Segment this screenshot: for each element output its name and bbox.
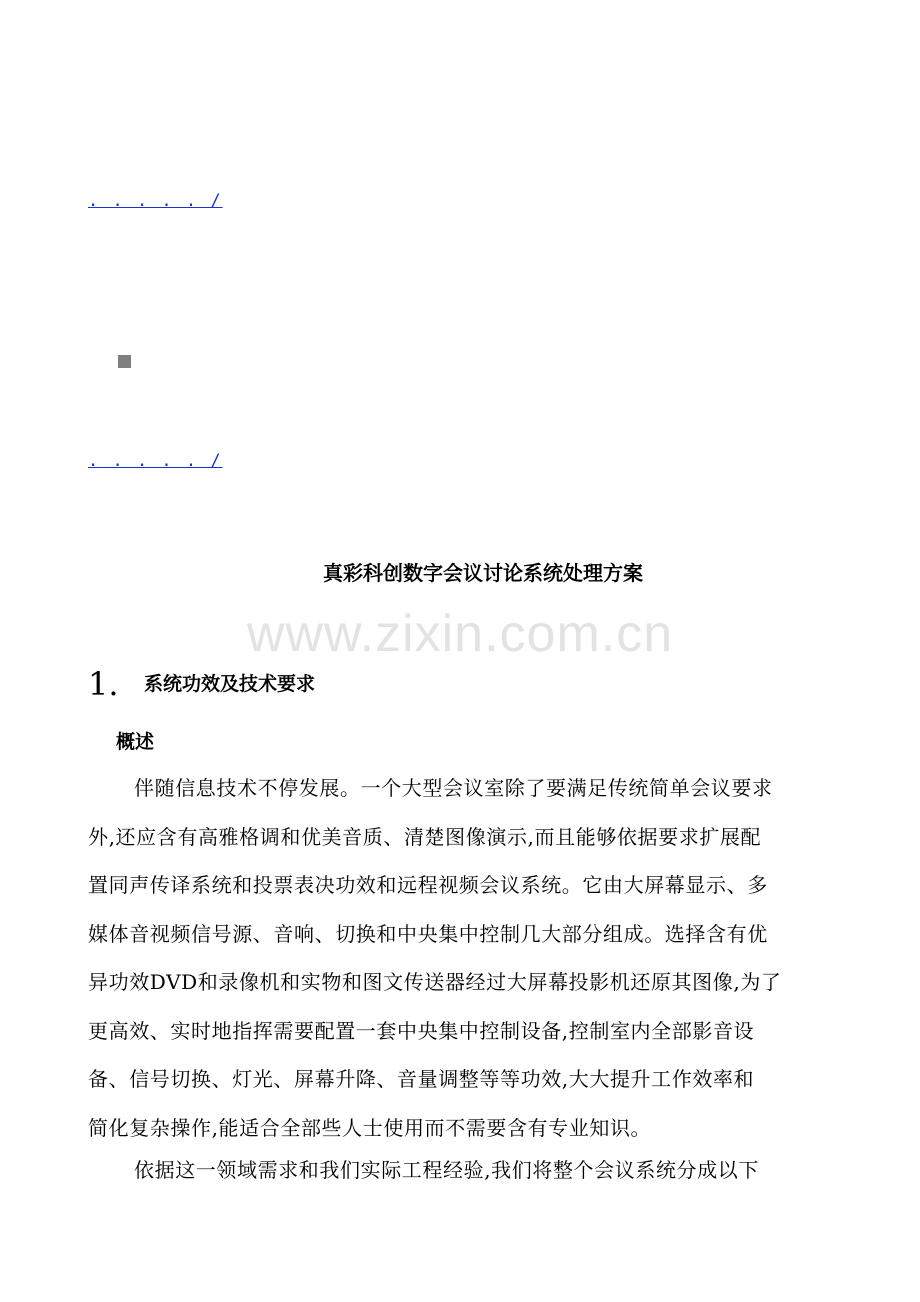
- paragraph-line: 备、信号切换、灯光、屏幕升降、音量调整等等功效,大大提升工作效率和: [88, 1067, 755, 1091]
- paragraph-line: 媒体音视频信号源、音响、切换和中央集中控制几大部分组成。选择含有优: [88, 921, 768, 946]
- paragraph-division: [88, 1146, 833, 1195]
- dots-link[interactable]: . . . . . /: [88, 191, 223, 211]
- square-bullet-icon: [118, 355, 131, 368]
- paragraph-line: 简化复杂操作,能适合全部些人士使用而不需要含有专业知识。: [88, 1115, 652, 1140]
- subheading-overview: 概述: [116, 731, 155, 753]
- paragraph-line: 伴随信息技术不停发展。一个大型会议室除了要满足传统简单会议要求: [134, 776, 773, 800]
- paragraph-overview: [88, 764, 833, 1152]
- paragraph-line: 异功效DVD和录像机和实物和图文传送器经过大屏幕投影机还原其图像,为了: [88, 970, 782, 994]
- document-title: 真彩科创数字会议讨论系统处理方案: [323, 561, 643, 585]
- paragraph-line: 置同声传译系统和投票表决功效和远程视频会议系统。它由大屏幕显示、多: [88, 873, 768, 897]
- section-number: 1.: [88, 665, 119, 703]
- section-title: 系统功效及技术要求: [144, 673, 316, 695]
- watermark: www.zixin.com.cn: [246, 605, 674, 663]
- section-heading: [88, 664, 315, 704]
- paragraph-line: 依据这一领域需求和我们实际工程经验,我们将整个会议系统分成以下: [134, 1158, 759, 1182]
- paragraph-line: 外,还应含有高雅格调和优美音质、清楚图像演示,而且能够依据要求扩展配: [88, 824, 762, 849]
- dots-link-second[interactable]: . . . . . /: [88, 451, 223, 471]
- paragraph-line: 更高效、实时地指挥需要配置一套中央集中控制设备,控制室内全部影音设: [88, 1018, 755, 1043]
